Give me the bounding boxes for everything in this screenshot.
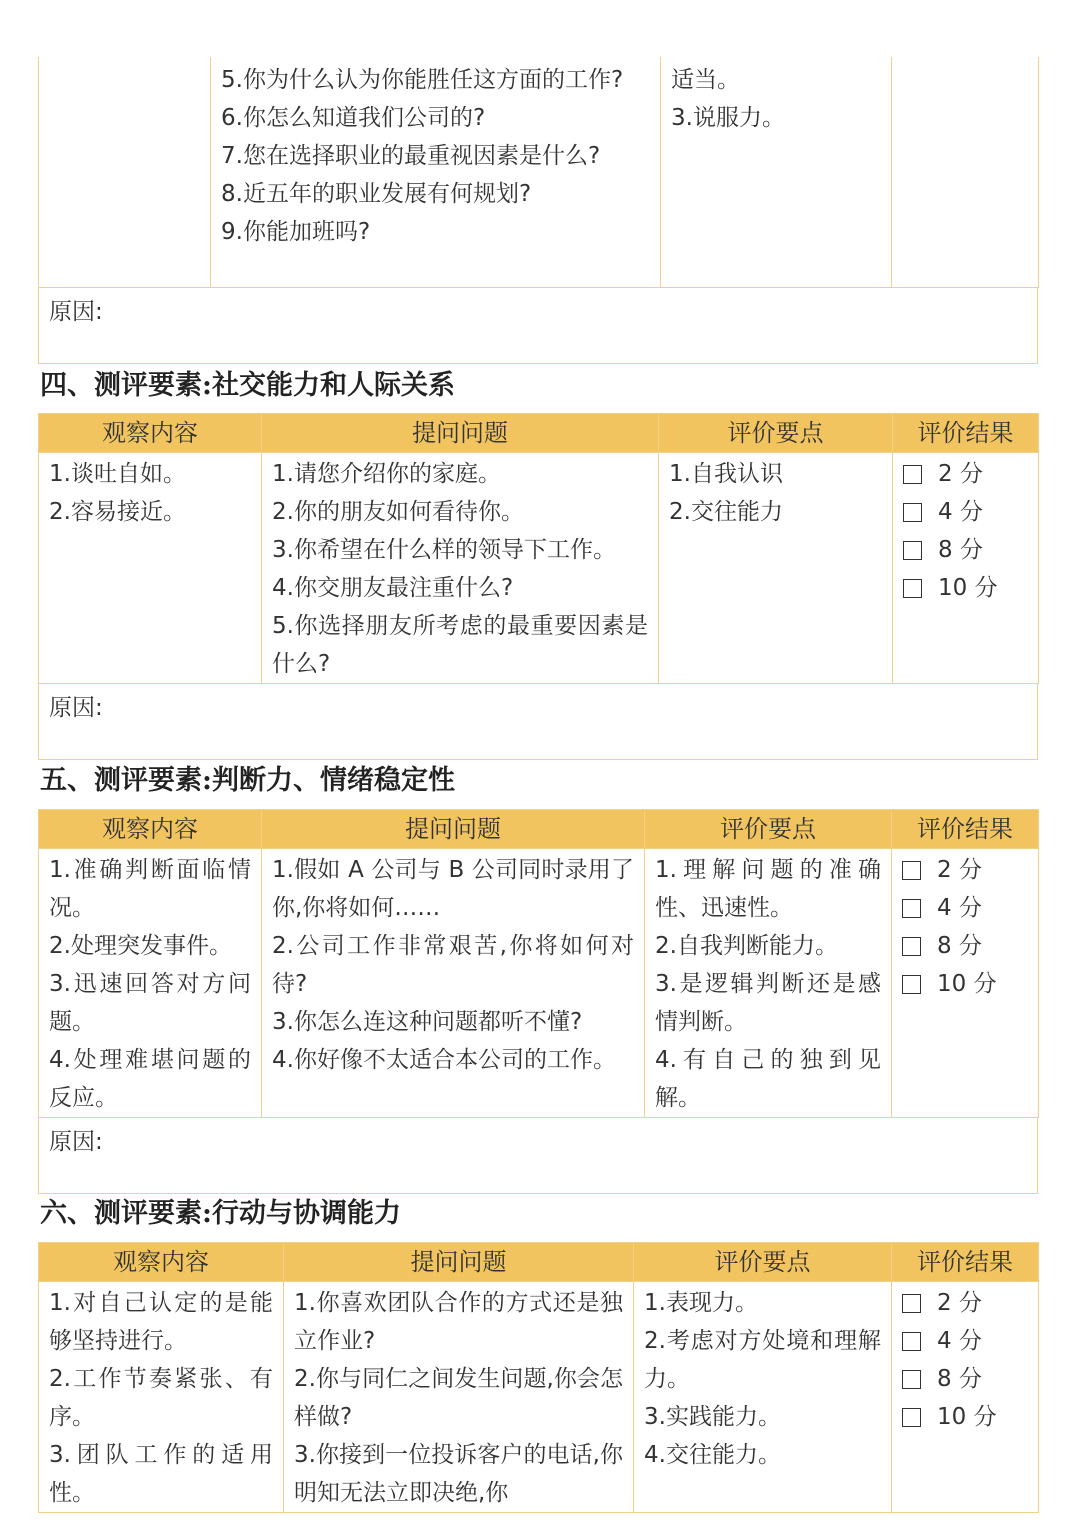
- score-label: 2 分: [937, 1290, 982, 1316]
- checkbox-icon[interactable]: [902, 1332, 921, 1351]
- header-points: 评价要点: [659, 414, 893, 453]
- point-item: 2.考虑对方处境和理解力。: [644, 1328, 881, 1392]
- result-cell: [893, 453, 1039, 684]
- observe-item: 1.准确判断面临情况。: [49, 857, 251, 921]
- score-label: 2 分: [938, 461, 983, 487]
- header-questions: 提问问题: [262, 810, 645, 849]
- reason-field[interactable]: [38, 684, 1038, 760]
- points-cell: [661, 57, 892, 287]
- question-item: 3.你接到一位投诉客户的电话,你明知无法立即决绝,你: [294, 1442, 623, 1506]
- point-item: 1.表现力。: [644, 1290, 758, 1316]
- observe-cell: [39, 57, 211, 287]
- questions-cell: [211, 57, 661, 287]
- checkbox-icon[interactable]: [903, 579, 922, 598]
- score-label: 4 分: [937, 895, 982, 921]
- reason-field[interactable]: [38, 288, 1038, 364]
- score-label: 8 分: [937, 933, 982, 959]
- header-observe: 观察内容: [39, 414, 262, 453]
- header-observe: 观察内容: [39, 1243, 284, 1282]
- score-label: 8 分: [938, 537, 983, 563]
- observe-item: 3.团队工作的适用性。: [49, 1442, 273, 1506]
- score-option[interactable]: [902, 927, 1038, 965]
- section4-table: [38, 413, 1039, 684]
- point-item: 2.自我判断能力。: [655, 933, 838, 959]
- score-label: 4 分: [938, 499, 983, 525]
- point-item: 3.是逻辑判断还是感情判断。: [655, 971, 881, 1035]
- score-option[interactable]: [902, 1360, 1038, 1398]
- observe-cell: [39, 453, 262, 684]
- header-points: 评价要点: [645, 810, 892, 849]
- score-label: 8 分: [937, 1366, 982, 1392]
- question-item: 9.你能加班吗?: [221, 219, 371, 245]
- question-item: 7.您在选择职业的最重视因素是什么?: [221, 143, 601, 169]
- point-item: 1.理解问题的准确性、迅速性。: [655, 857, 881, 921]
- score-option[interactable]: [902, 1284, 1038, 1322]
- section5-table: [38, 809, 1039, 1118]
- reason-label: 原因:: [49, 1129, 103, 1155]
- observe-cell: [39, 1282, 284, 1513]
- question-item: 2.你的朋友如何看待你。: [272, 499, 524, 525]
- checkbox-icon[interactable]: [902, 861, 921, 880]
- point-item: 4.有自己的独到见解。: [655, 1047, 881, 1111]
- observe-item: 1.对自己认定的是能够坚持进行。: [49, 1290, 273, 1354]
- point-item: 2.交往能力: [669, 499, 783, 525]
- score-option[interactable]: [902, 889, 1038, 927]
- question-item: 2.你与同仁之间发生问题,你会怎样做?: [294, 1366, 623, 1430]
- question-item: 6.你怎么知道我们公司的?: [221, 105, 486, 131]
- section6-table: [38, 1242, 1039, 1513]
- score-option[interactable]: [902, 851, 1038, 889]
- observe-item: 4.处理难堪问题的反应。: [49, 1047, 251, 1111]
- section6-block: [38, 1242, 1038, 1513]
- observe-item: 2.容易接近。: [49, 499, 186, 525]
- point-item: 3.说服力。: [671, 105, 785, 131]
- score-option[interactable]: [902, 1322, 1038, 1360]
- header-result: 评价结果: [892, 810, 1039, 849]
- section4-title: 四、测评要素:社交能力和人际关系: [40, 370, 455, 401]
- question-item: 1.请您介绍你的家庭。: [272, 461, 501, 487]
- checkbox-icon[interactable]: [902, 1294, 921, 1313]
- checkbox-icon[interactable]: [903, 503, 922, 522]
- question-item: 2.公司工作非常艰苦,你将如何对待?: [272, 933, 634, 997]
- section4-block: [38, 413, 1038, 760]
- result-cell: [892, 57, 1039, 287]
- header-questions: 提问问题: [284, 1243, 634, 1282]
- header-result: 评价结果: [892, 1243, 1039, 1282]
- score-option[interactable]: [903, 455, 1038, 493]
- reason-label: 原因:: [49, 298, 103, 325]
- observe-cell: [39, 849, 262, 1118]
- checkbox-icon[interactable]: [903, 465, 922, 484]
- checkbox-icon[interactable]: [902, 1370, 921, 1389]
- header-result: 评价结果: [893, 414, 1039, 453]
- questions-cell: [262, 849, 645, 1118]
- score-option[interactable]: [903, 493, 1038, 531]
- result-cell: [892, 1282, 1039, 1513]
- score-label: 10 分: [937, 971, 997, 997]
- question-item: 5.你为什么认为你能胜任这方面的工作?: [221, 67, 624, 93]
- section3-continuation: [38, 57, 1038, 364]
- point-item: 4.交往能力。: [644, 1442, 781, 1468]
- question-item: 4.你交朋友最注重什么?: [272, 575, 514, 601]
- score-option[interactable]: [903, 569, 1038, 607]
- reason-field[interactable]: [38, 1118, 1038, 1194]
- result-cell: [892, 849, 1039, 1118]
- question-item: 4.你好像不太适合本公司的工作。: [272, 1047, 616, 1073]
- observe-item: 3.迅速回答对方问题。: [49, 971, 251, 1035]
- question-item: 8.近五年的职业发展有何规划?: [221, 181, 532, 207]
- score-label: 2 分: [937, 857, 982, 883]
- point-item: 3.实践能力。: [644, 1404, 781, 1430]
- question-item: 1.你喜欢团队合作的方式还是独立作业?: [294, 1290, 623, 1354]
- score-label: 4 分: [937, 1328, 982, 1354]
- section5-title: 五、测评要素:判断力、情绪稳定性: [40, 765, 455, 796]
- checkbox-icon[interactable]: [902, 1408, 921, 1427]
- points-cell: [645, 849, 892, 1118]
- section3-table: [38, 57, 1039, 288]
- score-option[interactable]: [902, 965, 1038, 1003]
- observe-item: 2.工作节奏紧张、有序。: [49, 1366, 273, 1430]
- questions-cell: [284, 1282, 634, 1513]
- question-item: 5.你选择朋友所考虑的最重要因素是什么?: [272, 613, 648, 677]
- score-option[interactable]: [902, 1398, 1038, 1436]
- score-label: 10 分: [937, 1404, 997, 1430]
- score-option[interactable]: [903, 531, 1038, 569]
- points-cell: [634, 1282, 892, 1513]
- header-questions: 提问问题: [262, 414, 659, 453]
- checkbox-icon[interactable]: [902, 975, 921, 994]
- question-item: 3.你怎么连这种问题都听不懂?: [272, 1009, 583, 1035]
- reason-label: 原因:: [49, 695, 103, 721]
- header-observe: 观察内容: [39, 810, 262, 849]
- section6-title: 六、测评要素:行动与协调能力: [40, 1198, 401, 1229]
- point-item: 1.自我认识: [669, 461, 783, 487]
- checkbox-icon[interactable]: [903, 541, 922, 560]
- checkbox-icon[interactable]: [902, 899, 921, 918]
- points-cell: [659, 453, 893, 684]
- point-item: 适当。: [671, 67, 740, 93]
- observe-item: 2.处理突发事件。: [49, 933, 232, 959]
- questions-cell: [262, 453, 659, 684]
- checkbox-icon[interactable]: [902, 937, 921, 956]
- question-item: 3.你希望在什么样的领导下工作。: [272, 537, 616, 563]
- header-points: 评价要点: [634, 1243, 892, 1282]
- question-item: 1.假如 A 公司与 B 公司同时录用了你,你将如何……: [272, 857, 634, 921]
- section5-block: [38, 809, 1038, 1194]
- score-label: 10 分: [938, 575, 998, 601]
- observe-item: 1.谈吐自如。: [49, 461, 186, 487]
